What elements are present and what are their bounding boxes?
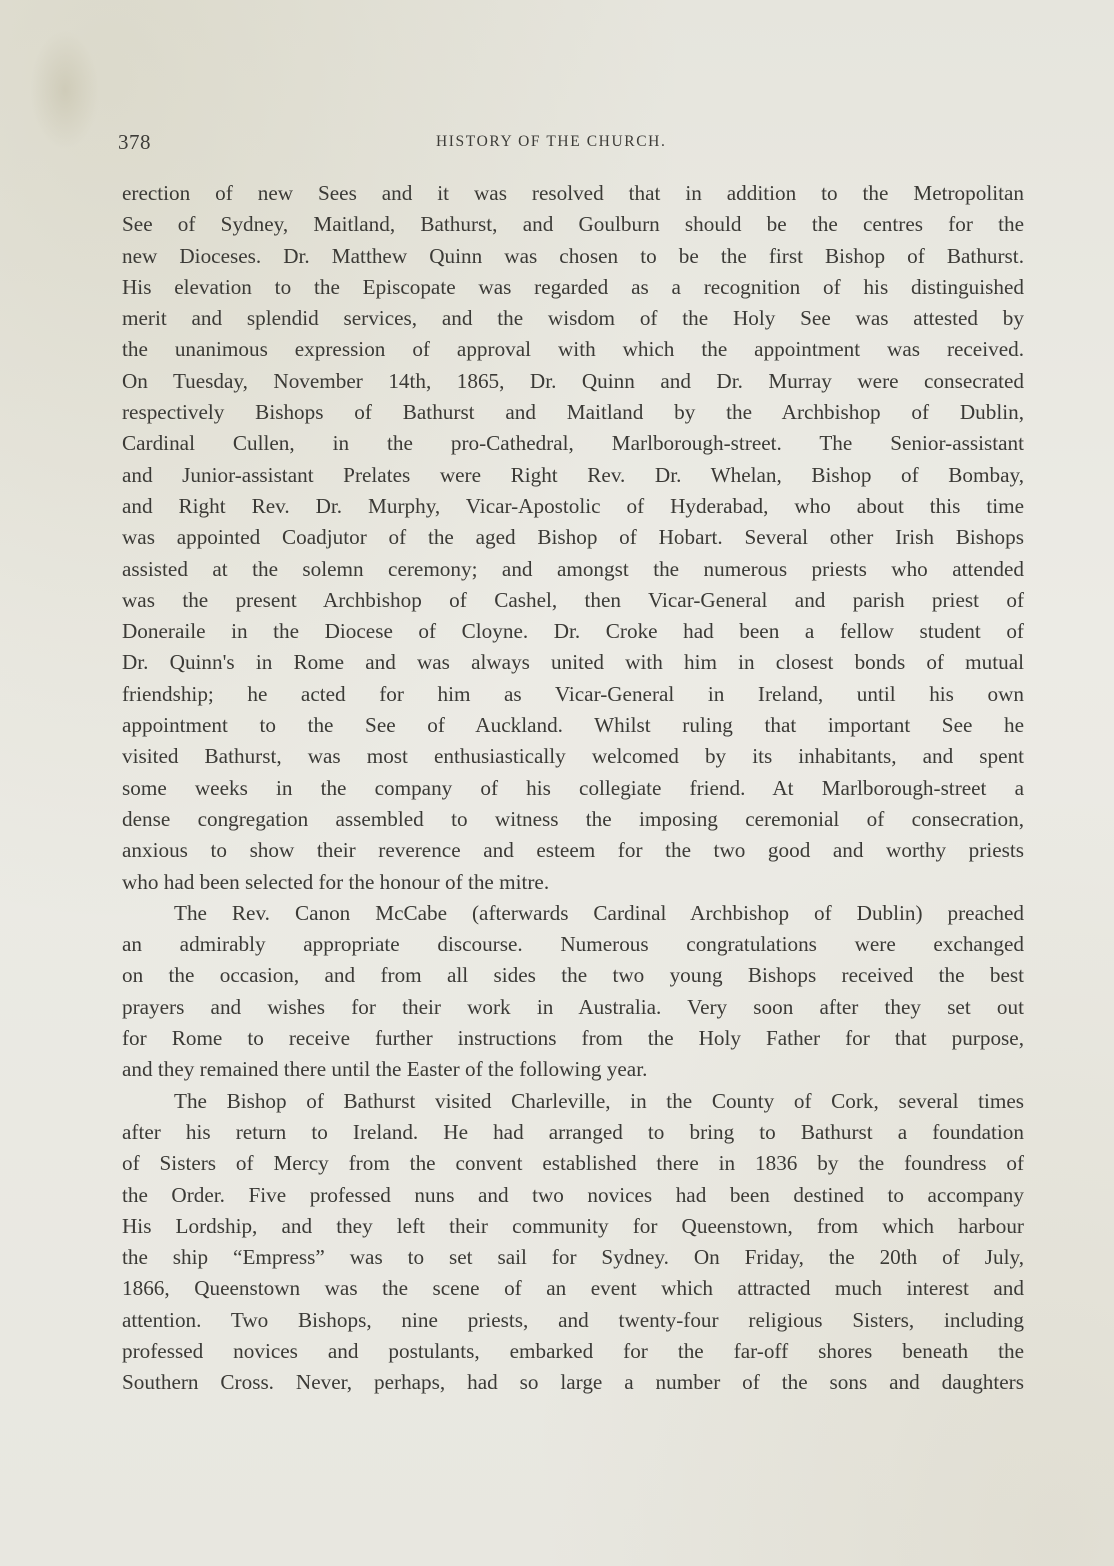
text-line: an admirably appropriate discourse. Numerous congratulations were exchanged — [122, 932, 1024, 957]
text-line: appointment to the See of Auckland. Whilst ruling that important See he — [122, 713, 1024, 738]
text-line: assisted at the solemn ceremony; and amongst the numerous priests who attended — [122, 556, 1024, 581]
running-title: HISTORY OF THE CHURCH. — [436, 133, 667, 150]
text-line: new Dioceses. Dr. Matthew Quinn was chosen to be the first Bishop of Bathurst. — [122, 243, 1024, 268]
text-line: the unanimous expression of approval with which the appointment was received. — [122, 337, 1024, 362]
text-line: professed novices and postulants, embarked for the far-off shores beneath the — [122, 1338, 1024, 1363]
text-line: Dr. Quinn's in Rome and was always united with him in closest bonds of mutual — [122, 650, 1024, 675]
text-line: erection of new Sees and it was resolved that in addition to the Metropolitan — [122, 181, 1024, 205]
text-line: See of Sydney, Maitland, Bathurst, and Goulburn should be the centres for the — [122, 212, 1024, 237]
text-line: 1866, Queenstown was the scene of an event which attracted much interest and — [122, 1276, 1024, 1301]
text-line: anxious to show their reverence and esteem for the two good and worthy priests — [122, 838, 1024, 863]
text-line: merit and splendid services, and the wisdom of the Holy See was attested by — [122, 306, 1024, 331]
text-line: after his return to Ireland. He had arranged to bring to Bathurst a foundation — [122, 1119, 1024, 1144]
text-line: was appointed Coadjutor of the aged Bishop of Hobart. Several other Irish Bishops — [122, 525, 1024, 550]
text-line: attention. Two Bishops, nine priests, and twenty-four religious Sisters, including — [122, 1307, 1024, 1332]
text-line: Southern Cross. Never, perhaps, had so large a number of the sons and daughters — [122, 1370, 1024, 1395]
text-line: and Right Rev. Dr. Murphy, Vicar-Apostolic of Hyderabad, who about this time — [122, 493, 1024, 518]
text-line: On Tuesday, November 14th, 1865, Dr. Quinn and Dr. Murray were consecrated — [122, 368, 1024, 393]
text-line: friendship; he acted for him as Vicar-General in Ireland, until his own — [122, 681, 1024, 706]
text-line: His Lordship, and they left their community for Queenstown, from which harbour — [122, 1213, 1024, 1238]
text-line: who had been selected for the honour of the mitre. — [122, 869, 550, 894]
body-text — [122, 178, 1024, 1399]
text-line: the ship “Empress” was to set sail for Sydney. On Friday, the 20th of July, — [122, 1245, 1024, 1270]
text-line: Doneraile in the Diocese of Cloyne. Dr. Croke had been a fellow student of — [122, 619, 1024, 644]
text-line: on the occasion, and from all sides the two young Bishops received the best — [122, 963, 1024, 988]
text-line: the Order. Five professed nuns and two novices had been destined to accompany — [122, 1182, 1024, 1207]
text-line: dense congregation assembled to witness the imposing ceremonial of consecration, — [122, 806, 1024, 831]
text-line: some weeks in the company of his collegiate friend. At Marlborough-street a — [122, 775, 1024, 800]
text-line: for Rome to receive further instructions from the Holy Father for that purpose, — [122, 1026, 1024, 1051]
text-line: prayers and wishes for their work in Australia. Very soon after they set out — [122, 994, 1024, 1019]
text-line: The Rev. Canon McCabe (afterwards Cardinal Archbishop of Dublin) preached — [174, 900, 1024, 925]
text-line: Cardinal Cullen, in the pro-Cathedral, Marlborough-street. The Senior-assistant — [122, 431, 1024, 456]
text-line: of Sisters of Mercy from the convent established there in 1836 by the foundress of — [122, 1151, 1024, 1176]
text-line: was the present Archbishop of Cashel, then Vicar-General and parish priest of — [122, 587, 1024, 612]
page-number: 378 — [118, 130, 151, 154]
text-line: The Bishop of Bathurst visited Charleville, in the County of Cork, several times — [174, 1088, 1024, 1113]
paper-stain — [30, 30, 100, 150]
text-line: and Junior-assistant Prelates were Right Rev. Dr. Whelan, Bishop of Bombay, — [122, 462, 1024, 487]
running-head — [118, 130, 1024, 156]
text-line: respectively Bishops of Bathurst and Maitland by the Archbishop of Dublin, — [122, 400, 1024, 425]
text-line: and they remained there until the Easter of the following year. — [122, 1057, 648, 1082]
text-line: His elevation to the Episcopate was regarded as a recognition of his distinguished — [122, 274, 1024, 299]
text-line: visited Bathurst, was most enthusiastically welcomed by its inhabitants, and spent — [122, 744, 1024, 769]
